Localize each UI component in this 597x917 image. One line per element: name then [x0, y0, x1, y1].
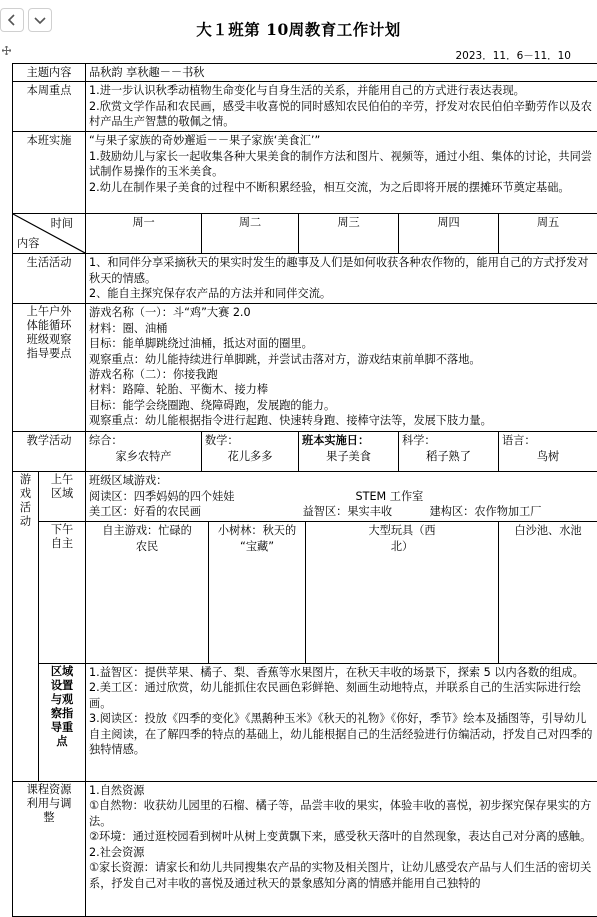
resource-line: ①家长资源：请家长和幼儿共同搜集农产品的实物及相关图片，让幼儿感受农产品与人们生活的密切关系，抒发自己对丰收的喜悦及通过秋天的景象感知分离的情感并能用自己独特的 — [89, 860, 594, 891]
outdoor-line: 观察重点：幼儿能根据指令进行起跑、快速转身跑、接棒守法等，发展下肢力量。 — [89, 413, 594, 428]
resource-line: 2.社会资源 — [89, 845, 594, 860]
implementation-line: “与果子家族的奇妙邂逅－－果子家族‘美食汇’” — [89, 133, 594, 148]
area-item: 阅读区：四季妈妈的四个娃娃 — [89, 489, 328, 504]
outdoor-line: 目标：能单脚跳绕过油桶，抵达对面的圈里。 — [89, 336, 594, 351]
life-line: 2、能自主探究保存农产品的方法并和同伴交流。 — [89, 286, 594, 301]
life-content — [86, 254, 597, 304]
implementation-line: 2.幼儿在制作果子美食的过程中不断积累经验，相互交流，为之后即将开展的摆摊环节奠定基础。 — [89, 180, 594, 195]
teaching-cell: 科学： 稻子熟了 — [399, 432, 499, 472]
teaching-cell: 综合： 家乡农特产 — [86, 432, 202, 472]
afternoon-cell: 自主游戏：忙碌的 农民 — [86, 522, 209, 664]
table-move-handle-icon[interactable] — [2, 46, 11, 55]
diagonal-header-cell — [13, 214, 86, 254]
outdoor-line: 观察重点：幼儿能持续进行单脚跳，并尝试击落对方，游戏结束前单脚不落地。 — [89, 352, 594, 367]
life-line: 1、和同伴分享采摘秋天的果实时发生的趣事及人们是如何收获各种农作物的，能用自己的方式抒发对秋天的情感。 — [89, 255, 594, 286]
outdoor-content — [86, 304, 597, 432]
area-guidance-row — [13, 664, 597, 782]
area-item: STEM 工作室 — [328, 489, 595, 504]
teaching-cell: 语言： 鸟树 — [499, 432, 597, 472]
focus-row — [13, 82, 597, 132]
outdoor-row — [13, 304, 597, 432]
date-range: 2023．11．6－11．10 — [456, 48, 572, 63]
afternoon-cell: 白沙池、水池 — [499, 522, 597, 664]
teaching-label: 教学活动 — [13, 432, 86, 472]
teaching-cell: 数学： 花儿多多 — [202, 432, 299, 472]
day-header: 周一 — [86, 214, 202, 254]
outdoor-line: 游戏名称（二）：你接我跑 — [89, 367, 594, 382]
outdoor-line: 游戏名称（一）：斗“鸡”大赛 2.0 — [89, 305, 594, 320]
focus-line: 1.进一步认识秋季动植物生命变化与自身生活的关系，并能用自己的方式进行表达表现。 — [89, 83, 594, 98]
resource-line: ①自然物：收获幼儿园里的石榴、橘子等，品尝丰收的果实，体验丰收的喜悦，初步探究保存果实的方法。 — [89, 798, 594, 829]
afternoon-cell: 大型玩具（西 北） — [306, 522, 499, 664]
guidance-line: 3.阅读区：投放《四季的变化》《黑鹅种玉米》《秋天的礼物》《你好，季节》绘本及插图等，引导幼儿自主阅读，在了解四季的特点的基础上，幼儿能根据自己的生活经验进行仿编活动，抒发自己对四季的独特情感。 — [89, 711, 594, 757]
focus-content — [86, 82, 597, 132]
day-header: 周五 — [499, 214, 597, 254]
resource-line: 1.自然资源 — [89, 783, 594, 798]
guidance-line: 1.益智区：提供苹果、橘子、梨、香蕉等水果图片，在秋天丰收的场景下，探索 5 以内各数的组成。 — [89, 665, 594, 680]
page-title: 大１班第 10周教育工作计划 — [0, 18, 597, 40]
area-item: 益智区：果实丰收 — [303, 504, 430, 519]
outdoor-line: 目标：能学会绕圈跑、绕障碍跑，发展跑的能力。 — [89, 398, 594, 413]
games-morning-row — [13, 472, 597, 522]
teaching-cell: 班本实施日： 果子美食 — [299, 432, 399, 472]
outdoor-line: 材料：路障、轮胎、平衡木、接力棒 — [89, 382, 594, 397]
games-afternoon-row — [13, 522, 597, 664]
outdoor-line: 材料：圈、油桶 — [89, 321, 594, 336]
resource-line: ②环境：通过逛校园看到树叶从树上变黄飘下来，感受秋天落叶的自然现象，表达自己对分离的感触。 — [89, 829, 594, 844]
morning-area-label: 上午 区域 — [39, 472, 86, 522]
life-label: 生活活动 — [13, 254, 86, 304]
weekly-plan-table — [12, 63, 597, 917]
implementation-label: 本班实施 — [13, 132, 86, 214]
area-guidance-content — [86, 664, 597, 782]
implementation-line: 1.鼓励幼儿与家长一起收集各种大果美食的制作方法和图片、视频等，通过小组、集体的讨论，共同尝试制作易操作的玉米美食。 — [89, 149, 594, 180]
area-guidance-label: 区域 设置 与观 察指 导重 点 — [39, 664, 86, 782]
implementation-row — [13, 132, 597, 214]
afternoon-cell: 小树林：秋天的 “宝藏” — [209, 522, 306, 664]
area-item: 美工区：好看的农民画 — [89, 504, 303, 519]
time-label: 时间 — [51, 216, 73, 231]
outdoor-label: 上午户外 体能循环 班级观察 指导要点 — [13, 304, 86, 432]
theme-label: 主题内容 — [13, 64, 86, 82]
theme-row — [13, 64, 597, 82]
theme-value: 品秋韵 享秋趣－－书秋 — [86, 64, 597, 82]
day-header: 周二 — [202, 214, 299, 254]
focus-label: 本周重点 — [13, 82, 86, 132]
day-header: 周四 — [399, 214, 499, 254]
teaching-row — [13, 432, 597, 472]
days-header-row — [13, 214, 597, 254]
resources-row — [13, 782, 597, 917]
focus-line: 2.欣赏文学作品和农民画，感受丰收喜悦的同时感知农民伯伯的辛劳，抒发对农民伯伯辛勤劳作以及农村产品生产智慧的敬佩之情。 — [89, 99, 594, 130]
day-header: 周三 — [299, 214, 399, 254]
resources-content — [86, 782, 597, 917]
content-label: 内容 — [17, 236, 39, 251]
implementation-content — [86, 132, 597, 214]
morning-area-content: 班级区域游戏： 阅读区：四季妈妈的四个娃娃 STEM 工作室 美工区：好看的农民画 益智区：果实丰收 建构区：农作物加工厂 — [86, 472, 597, 522]
resources-label: 课程资源 利用与调 整 — [13, 782, 86, 917]
guidance-line: 2.美工区：通过欣赏，幼儿能抓住农民画色彩鲜艳、刻画生动地特点，并联系自己的生活实际进行绘画。 — [89, 680, 594, 711]
games-label: 游 戏 活 动 — [13, 472, 39, 782]
area-item: 建构区：农作物加工厂 — [430, 504, 595, 519]
life-row — [13, 254, 597, 304]
afternoon-label: 下午 自主 — [39, 522, 86, 664]
